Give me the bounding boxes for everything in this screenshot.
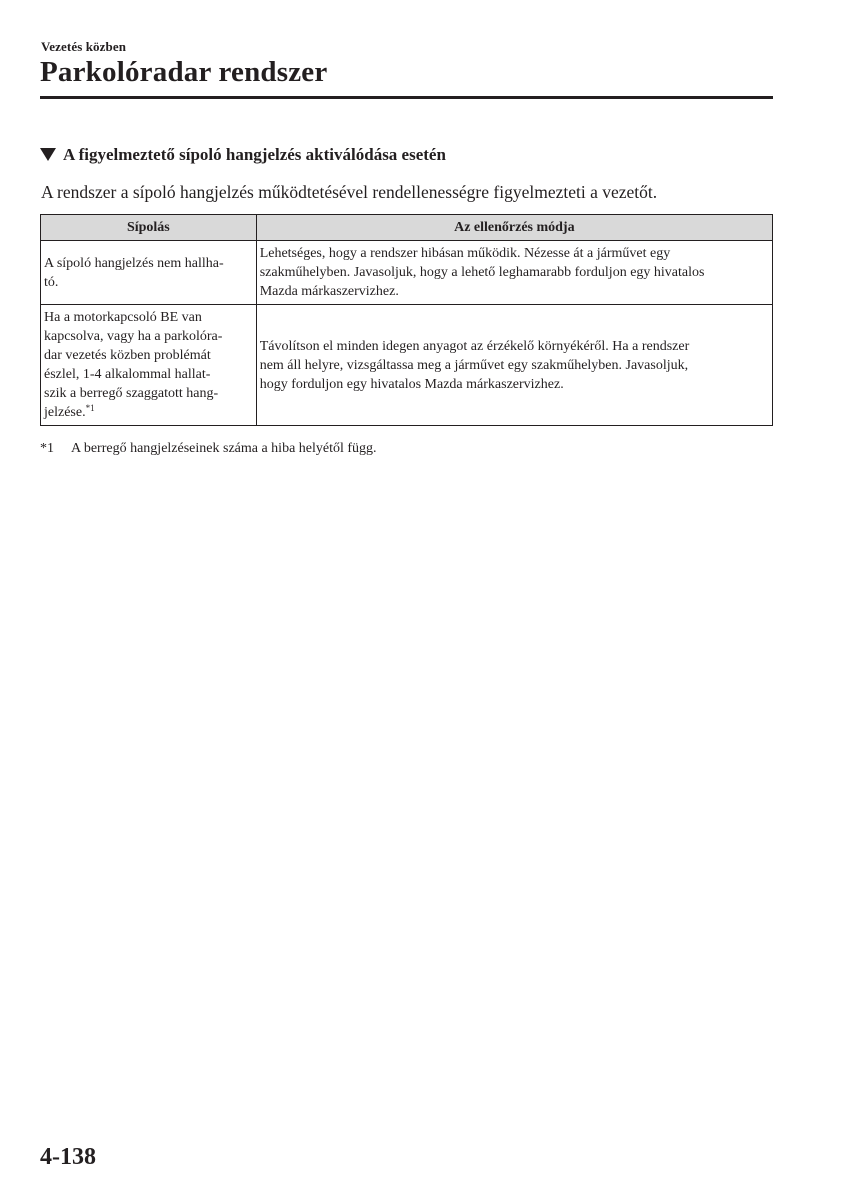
footnote-ref: *1 [85,403,95,413]
triangle-bullet-icon [40,148,56,161]
footnote-text: A berregő hangjelzéseinek száma a hiba helyétől függ. [71,441,377,456]
cell-line: Lehetséges, hogy a rendszer hibásan működik. Nézesse át a járművet egy [259,246,671,261]
footnote-marker: *1 [40,441,54,456]
header-sipolas: Sípolás [41,215,257,241]
cell-line: észlel, 1-4 alkalommal hallat- [44,367,211,382]
cell-line: tó. [44,274,59,290]
cell-line: A sípoló hangjelzés nem hallha- [44,255,224,271]
footnote [40,441,377,457]
table-cell-sipolas [41,241,257,305]
cell-line: szakműhelyben. Javasoljuk, hogy a lehető leghamarabb forduljon egy hivatalos [259,265,705,280]
cell-line-text: jelzése. [44,405,86,420]
cell-line: nem áll helyre, vizsgáltassa meg a járművet egy szakműhelyben. Javasoljuk, [259,357,689,373]
table-cell-ellenorzes [256,241,772,305]
cell-line: Ha a motorkapcsoló BE van [44,310,202,325]
info-table [40,214,773,426]
page-number: 4-138 [40,1144,96,1170]
table-cell-ellenorzes [256,305,772,426]
intro-paragraph: A rendszer a sípoló hangjelzés működtetésével rendellenességre figyelmezteti a vezetőt. [41,182,658,202]
subheading [40,145,446,165]
cell-line-last [44,403,253,422]
cell-line: hogy forduljon egy hivatalos Mazda márkaszervizhez. [259,376,564,392]
title-rule [40,96,773,99]
cell-line: Távolítson el minden idegen anyagot az érzékelő környékéről. Ha a rendszer [259,338,690,354]
section-label: Vezetés közben [41,39,127,54]
cell-line: kapcsolva, vagy ha a parkolóra- [44,329,223,344]
cell-line: szik a berregő szaggatott hang- [44,386,219,401]
table-row [41,305,773,426]
table-cell-sipolas [41,305,257,426]
cell-line: Mazda márkaszervizhez. [259,284,399,299]
subheading-text: A figyelmeztető sípoló hangjelzés aktiválódása esetén [63,145,446,164]
cell-line: dar vezetés közben problémát [44,348,211,363]
table-row [41,241,773,305]
table-header-row [41,215,773,241]
page-title: Parkolóradar rendszer [40,56,328,88]
header-ellenorzes: Az ellenőrzés módja [256,215,772,241]
